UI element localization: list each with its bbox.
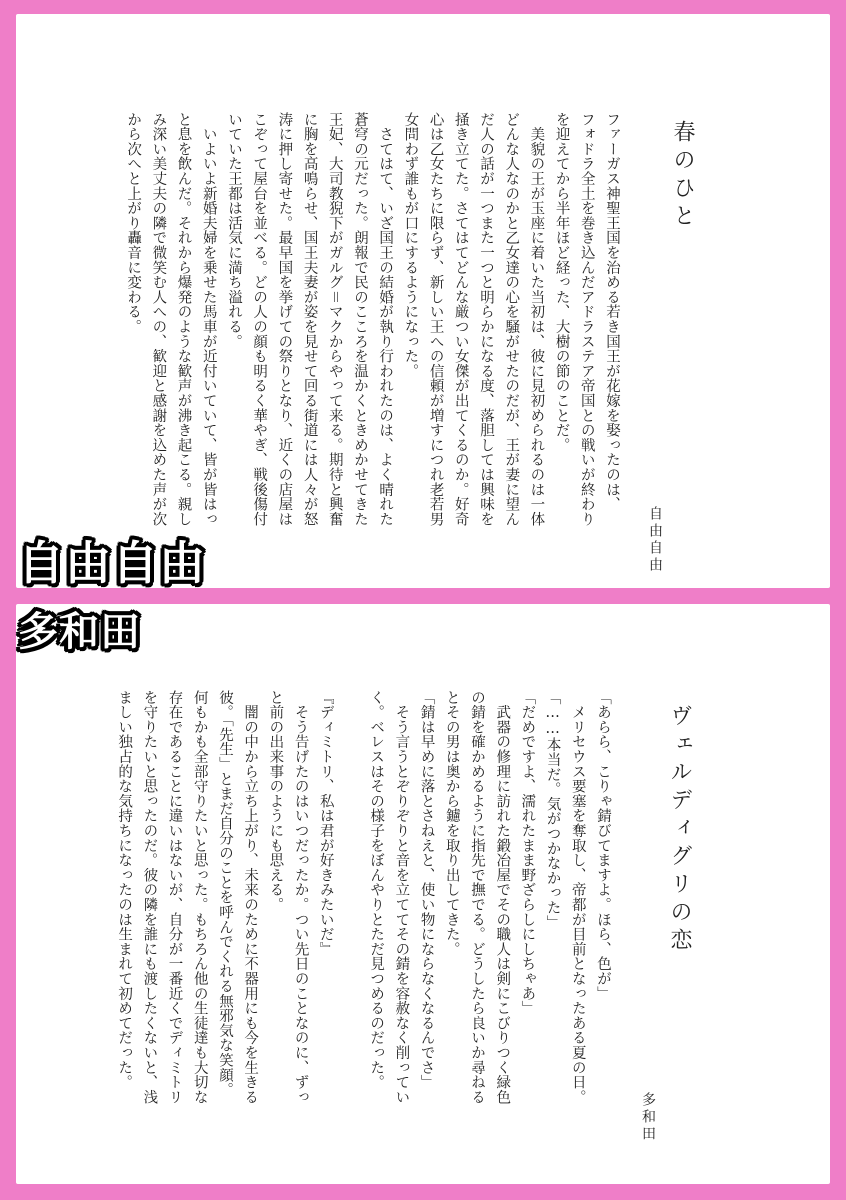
text-line: み深い美丈夫の隣で微笑む人への、歓迎と感謝を込めた声が次 <box>150 112 167 527</box>
text-line: いていた王都は活気に満ち溢れる。 <box>225 112 242 349</box>
text-line: 存在であることに違いはないが、自分が一番近くでディミトリ <box>166 690 183 1105</box>
text-line: とその男は奥から鑢を取り出してきた。 <box>443 690 460 957</box>
text-line: 何もかも全部守りたいと思った。もちろん他の生徒達も大切な <box>191 690 208 1105</box>
text-line: 「だめですよ、濡れたまま野ざらしにしちゃあ」 <box>519 690 536 1016</box>
text-line: フォドラ全土を巻き込んだアドラステア帝国との戦いが終わり <box>578 112 595 527</box>
text-line: と息を飲んだ。それから爆発のような歓声が沸き起こる。親し <box>175 112 192 527</box>
text-line: と前の出来事のようにも思える。 <box>267 690 284 912</box>
text-line: さてはて、いざ国王の結婚が執り行われたのは、よく晴れた <box>377 112 394 527</box>
text-line: 彼。「先生」とまだ自分のことを呼んでくれる無邪気な笑顔。 <box>216 690 233 1098</box>
story-author: 自由自由 <box>647 506 663 574</box>
text-line: く。ベレスはその様子をぼんやりとただ見つめるのだった。 <box>368 690 385 1090</box>
text-line: いよいよ新婚夫婦を乗せた馬車が近付いていて、皆が皆はっ <box>200 112 217 527</box>
story-title: ヴェルディグリの恋 <box>667 704 692 956</box>
text-line: 女問わず誰もが口にするようになった。 <box>402 112 419 379</box>
text-line: ましい独占的な気持ちになったのは生まれて初めてだった。 <box>116 690 133 1090</box>
text-line: 闇の中から立ち上がり、未来のために不器用にも今を生きる <box>242 690 259 1105</box>
text-line: 涛に押し寄せた。最早国を挙げての祭りとなり、近くの店屋は <box>276 112 293 527</box>
text-line: の錆を確かめるように指先で撫でる。どうしたら良いか尋ねる <box>468 690 485 1105</box>
text-line: 「あらら、こりゃ錆びてますよ。ほら、色が」 <box>595 690 611 1001</box>
text-line: から次へと上がり轟音に変わる。 <box>125 112 142 334</box>
author-label: 自由自由 <box>18 536 206 590</box>
text-line: こぞって屋台を並べる。どの人の顔も明るく華やぎ、戦後傷付 <box>251 112 268 527</box>
text-line: 掻き立てた。さてはてどんな厳つい女傑が出てくるのか。好奇 <box>452 112 469 527</box>
text-line: メリセウス要塞を奪取し、帝都が目前となったある夏の日。 <box>569 690 586 1105</box>
text-line: 『ディミトリ、私は君が好きみたいだ』 <box>317 690 334 957</box>
text-line: そう言うとぞりぞりと音を立ててその錆を容赦なく削ってい <box>393 690 410 1105</box>
story-title: 春のひと <box>670 120 695 232</box>
text-line: を守りたいと思ったのだ。彼の隣を誰にも渡したくないと、浅 <box>141 690 158 1105</box>
story-body <box>97 690 615 1170</box>
text-line: 「錆は早めに落とさねえと、使い物にならなくなるんでさ」 <box>418 690 435 1090</box>
text-line: を迎えてから半年ほど経った、大樹の節のことだ。 <box>553 112 570 453</box>
text-line: 美貌の王が玉座に着いた当初は、彼に見初められるのは一体 <box>528 112 545 527</box>
story-page-bottom <box>16 604 830 1184</box>
text-line: 王妃、大司教猊下がガルグ＝マクからやって来る。期待と興奮 <box>326 112 343 527</box>
text-line: に胸を高鳴らせ、国王夫妻が姿を見せて回る街道には人々が怒 <box>301 112 318 527</box>
text-line: 蒼穹の元だった。朗報で民のこころを温かくときめかせてきた <box>351 112 368 527</box>
text-line: どんな人なのかと乙女達の心を騒がせたのだが、王が妻に望ん <box>503 112 520 527</box>
author-label: 多和田 <box>18 609 141 655</box>
story-body <box>108 112 624 582</box>
text-line: 武器の修理に訪れた鍛冶屋でその職人は剣にこびりつく緑色 <box>494 690 511 1105</box>
text-line <box>338 690 363 1170</box>
story-page-top <box>16 14 830 588</box>
story-author: 多和田 <box>640 1092 656 1143</box>
text-line: そう告げたのはいつだったか。つい先日のことなのに、ずっ <box>292 690 309 1105</box>
text-line: だ人の話が一つまた一つと明らかになる度、落胆しては興味を <box>477 112 494 527</box>
text-line: 「……本当だ。気がつかなかった」 <box>544 690 561 930</box>
text-line: ファーガス神聖王国を治める若き国王が花嫁を娶ったのは、 <box>604 112 620 512</box>
text-line: 心は乙女たちに限らず、新しい王への信頼が増すにつれ老若男 <box>427 112 444 527</box>
